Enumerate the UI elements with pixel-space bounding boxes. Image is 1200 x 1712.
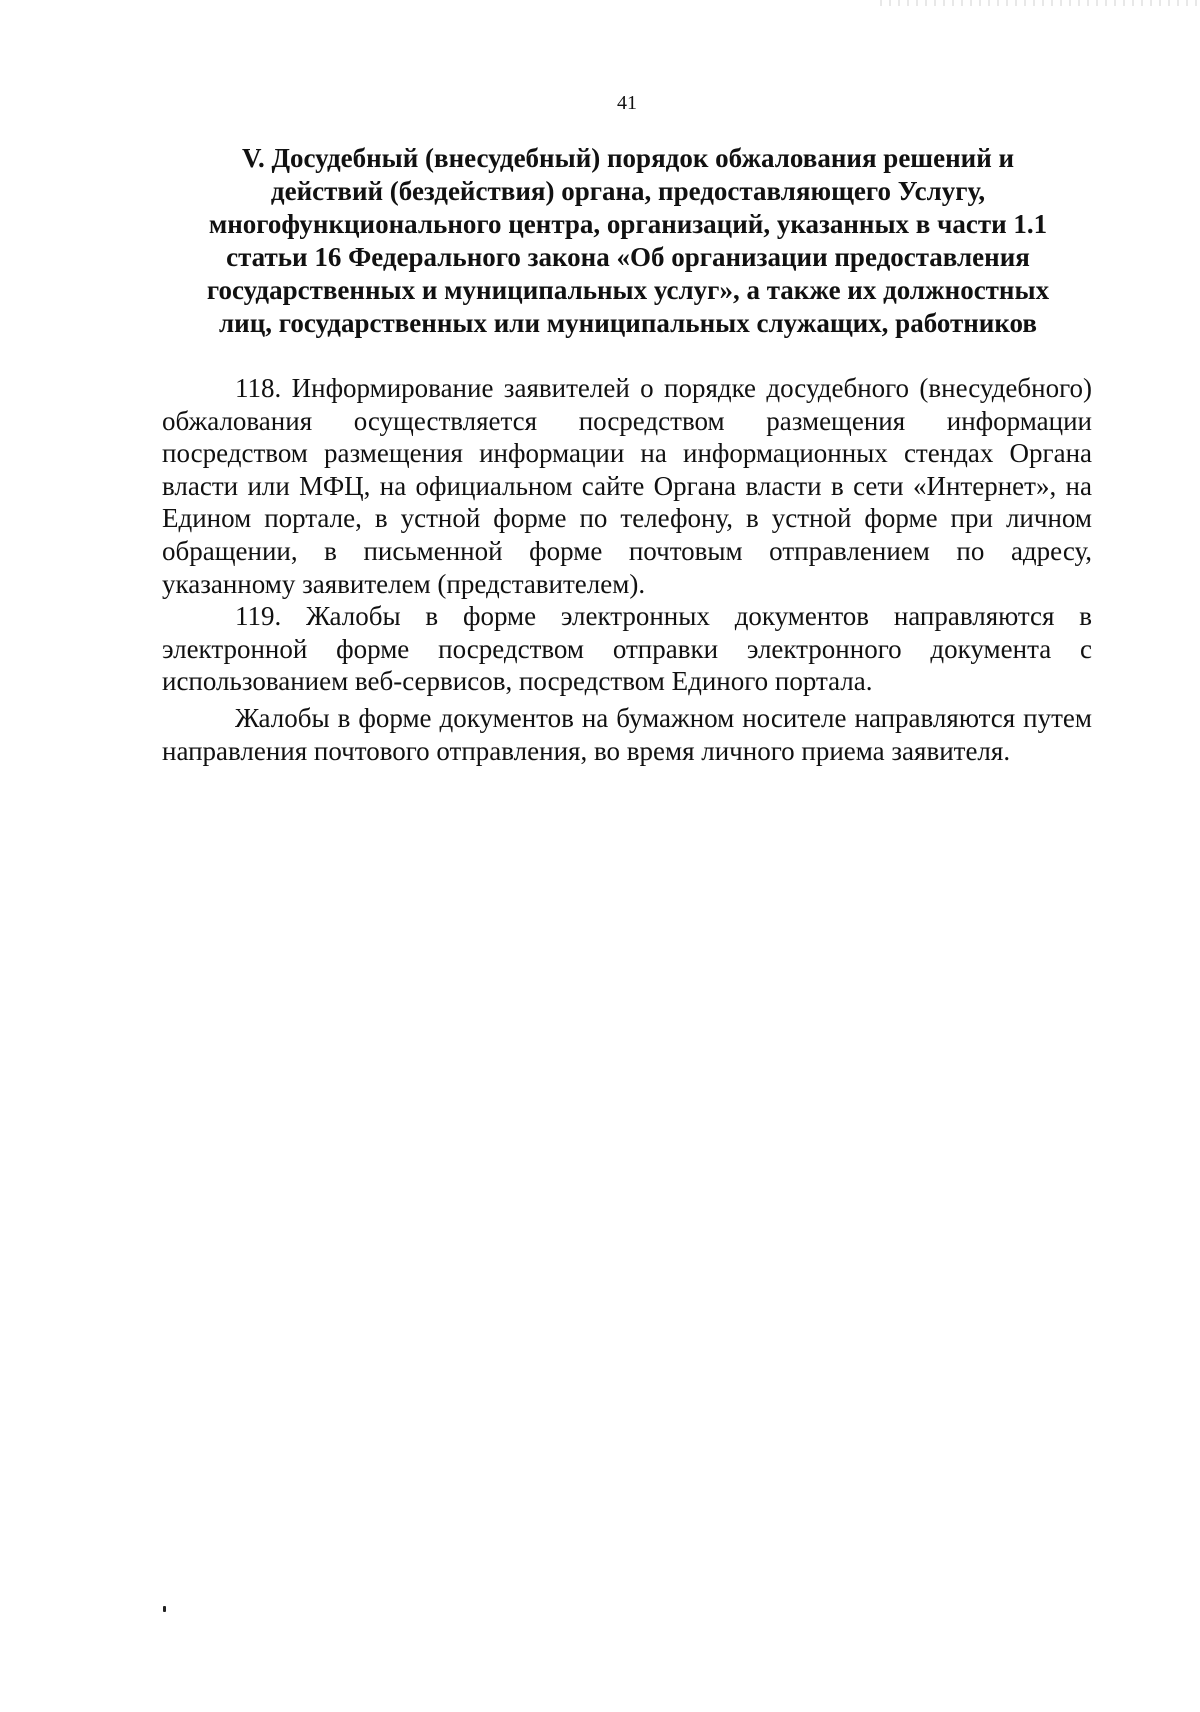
section-title-line: действий (бездействия) органа, предоставляющего Услугу, — [270, 176, 986, 206]
document-body — [162, 372, 1092, 767]
paragraph-paper-complaints: Жалобы в форме документов на бумажном носителе направляются путем направления почтового отправления, во время личного приема заявителя. — [162, 702, 1092, 766]
section-title-line: государственных и муниципальных услуг», а также их должностных — [206, 275, 1050, 305]
paragraph-118: 118. Информирование заявителей о порядке досудебного (внесудебного) обжалования осуществляется посредством размещения информации посредством размещения информации на информационных стендах Органа власти или МФЦ, на официальном сайте Органа власти в сети «Интернет», на Едином портале, в устной форме по телефону, в устной форме при личном обращении, в письменной форме почтовым отправлением по адресу, указанному заявителем (представителем). — [162, 373, 1092, 599]
paragraph-119: 119. Жалобы в форме электронных документов направляются в электронной форме посредством отправки электронного документа с использованием веб-сервисов, посредством Единого портала. — [162, 601, 1092, 697]
section-title-line: лиц, государственных или муниципальных служащих, работников — [219, 308, 1037, 338]
section-title — [168, 142, 1088, 340]
section-title-line: статьи 16 Федерального закона «Об организации предоставления — [226, 242, 1030, 272]
section-title-line: V. Досудебный (внесудебный) порядок обжалования решений и — [241, 143, 1015, 173]
scan-speck — [163, 1606, 166, 1612]
page-number: 41 — [617, 92, 637, 114]
scan-artifact — [880, 0, 1200, 6]
section-title-line: многофункционального центра, организаций, указанных в части 1.1 — [208, 209, 1048, 239]
